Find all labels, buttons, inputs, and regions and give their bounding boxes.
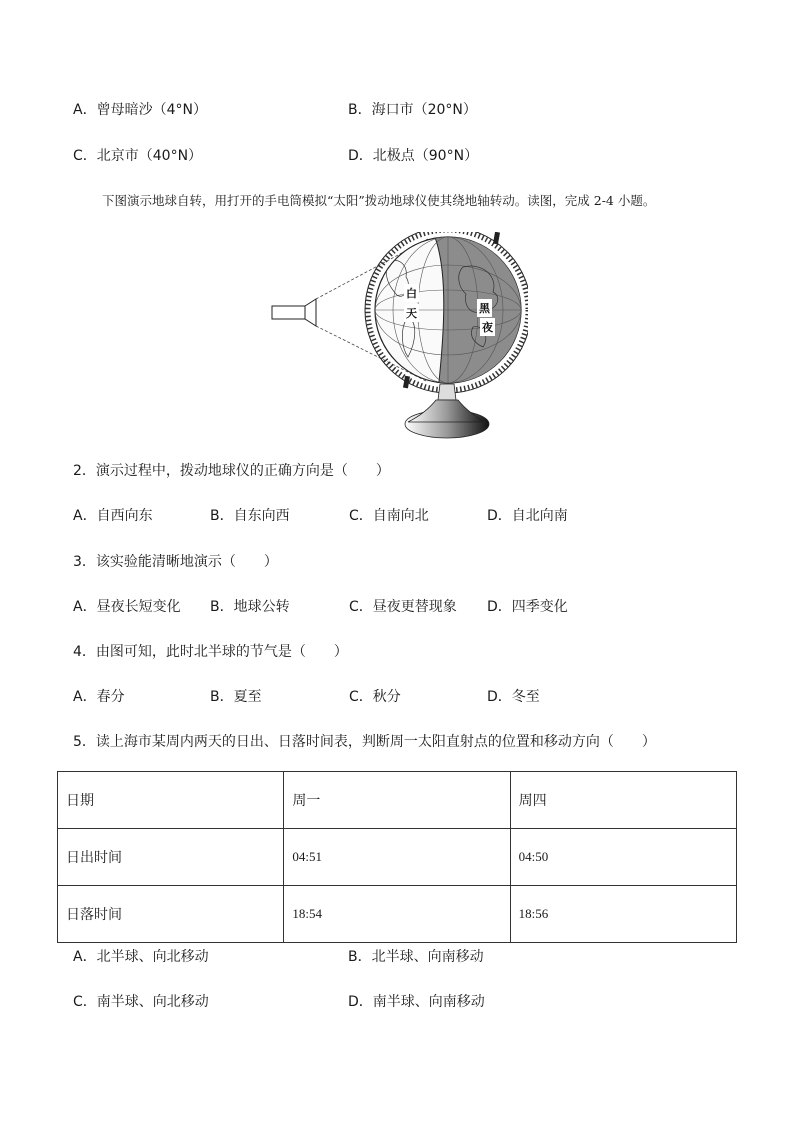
q3-stem: 3．该实验能清晰地演示（ ） [73, 554, 278, 570]
q3-option-b[interactable]: B．地球公转 [210, 599, 290, 615]
sunrise-sunset-table [57, 771, 737, 943]
table-row [58, 829, 737, 886]
table-cell: 日落时间 [58, 886, 284, 943]
q2-option-a[interactable]: A．自西向东 [73, 508, 153, 524]
table-cell: 18:56 [510, 886, 736, 943]
q4-option-b[interactable]: B．夏至 [210, 689, 262, 705]
table-cell: 18:54 [284, 886, 510, 943]
flashlight-icon [272, 299, 316, 326]
day-label-2: 天 [406, 307, 417, 320]
q3-option-a[interactable]: A．昼夜长短变化 [73, 599, 181, 615]
table-header-cell: 周四 [510, 772, 736, 829]
table-cell: 04:50 [510, 829, 736, 886]
table-row [58, 772, 737, 829]
night-label-1: 黑 [479, 302, 490, 315]
q1-option-c[interactable]: C．北京市（40°N） [73, 148, 203, 164]
q3-option-d[interactable]: D．四季变化 [487, 599, 568, 615]
q5-option-a[interactable]: A．北半球、向北移动 [73, 949, 209, 965]
globe-stand-neck [438, 384, 456, 400]
q4-option-d[interactable]: D．冬至 [487, 689, 540, 705]
q4-stem: 4．由图可知，此时北半球的节气是（ ） [73, 644, 348, 660]
figure-intro-text: 下图演示地球自转，用打开的手电筒模拟“太阳”拨动地球仪使其绕地轴转动。读图，完成 2-4 小题。 [102, 193, 656, 208]
table-cell: 04:51 [284, 829, 510, 886]
table-row [58, 886, 737, 943]
table-cell: 日出时间 [58, 829, 284, 886]
q1-option-b[interactable]: B．海口市（20°N） [348, 102, 477, 118]
q1-option-d[interactable]: D．北极点（90°N） [348, 148, 479, 164]
table-header-cell: 周一 [284, 772, 510, 829]
globe-flashlight-illustration [268, 232, 528, 442]
q5-option-c[interactable]: C．南半球、向北移动 [73, 994, 209, 1010]
q1-option-a[interactable]: A．曾母暗沙（4°N） [73, 102, 207, 118]
q4-option-c[interactable]: C．秋分 [349, 689, 401, 705]
q2-stem: 2．演示过程中，拨动地球仪的正确方向是（ ） [73, 463, 390, 479]
q4-option-a[interactable]: A．春分 [73, 689, 125, 705]
table-header-cell: 日期 [58, 772, 284, 829]
q2-option-b[interactable]: B．自东向西 [210, 508, 290, 524]
q2-option-c[interactable]: C．自南向北 [349, 508, 429, 524]
q2-option-d[interactable]: D．自北向南 [487, 508, 568, 524]
q5-stem: 5．读上海市某周内两天的日出、日落时间表，判断周一太阳直射点的位置和移动方向（ ） [73, 734, 656, 750]
night-label-2: 夜 [482, 321, 493, 334]
day-label-1: 白 [406, 287, 417, 300]
q3-option-c[interactable]: C．昼夜更替现象 [349, 599, 457, 615]
q5-option-d[interactable]: D．南半球、向南移动 [348, 994, 485, 1010]
q5-option-b[interactable]: B．北半球、向南移动 [348, 949, 484, 965]
